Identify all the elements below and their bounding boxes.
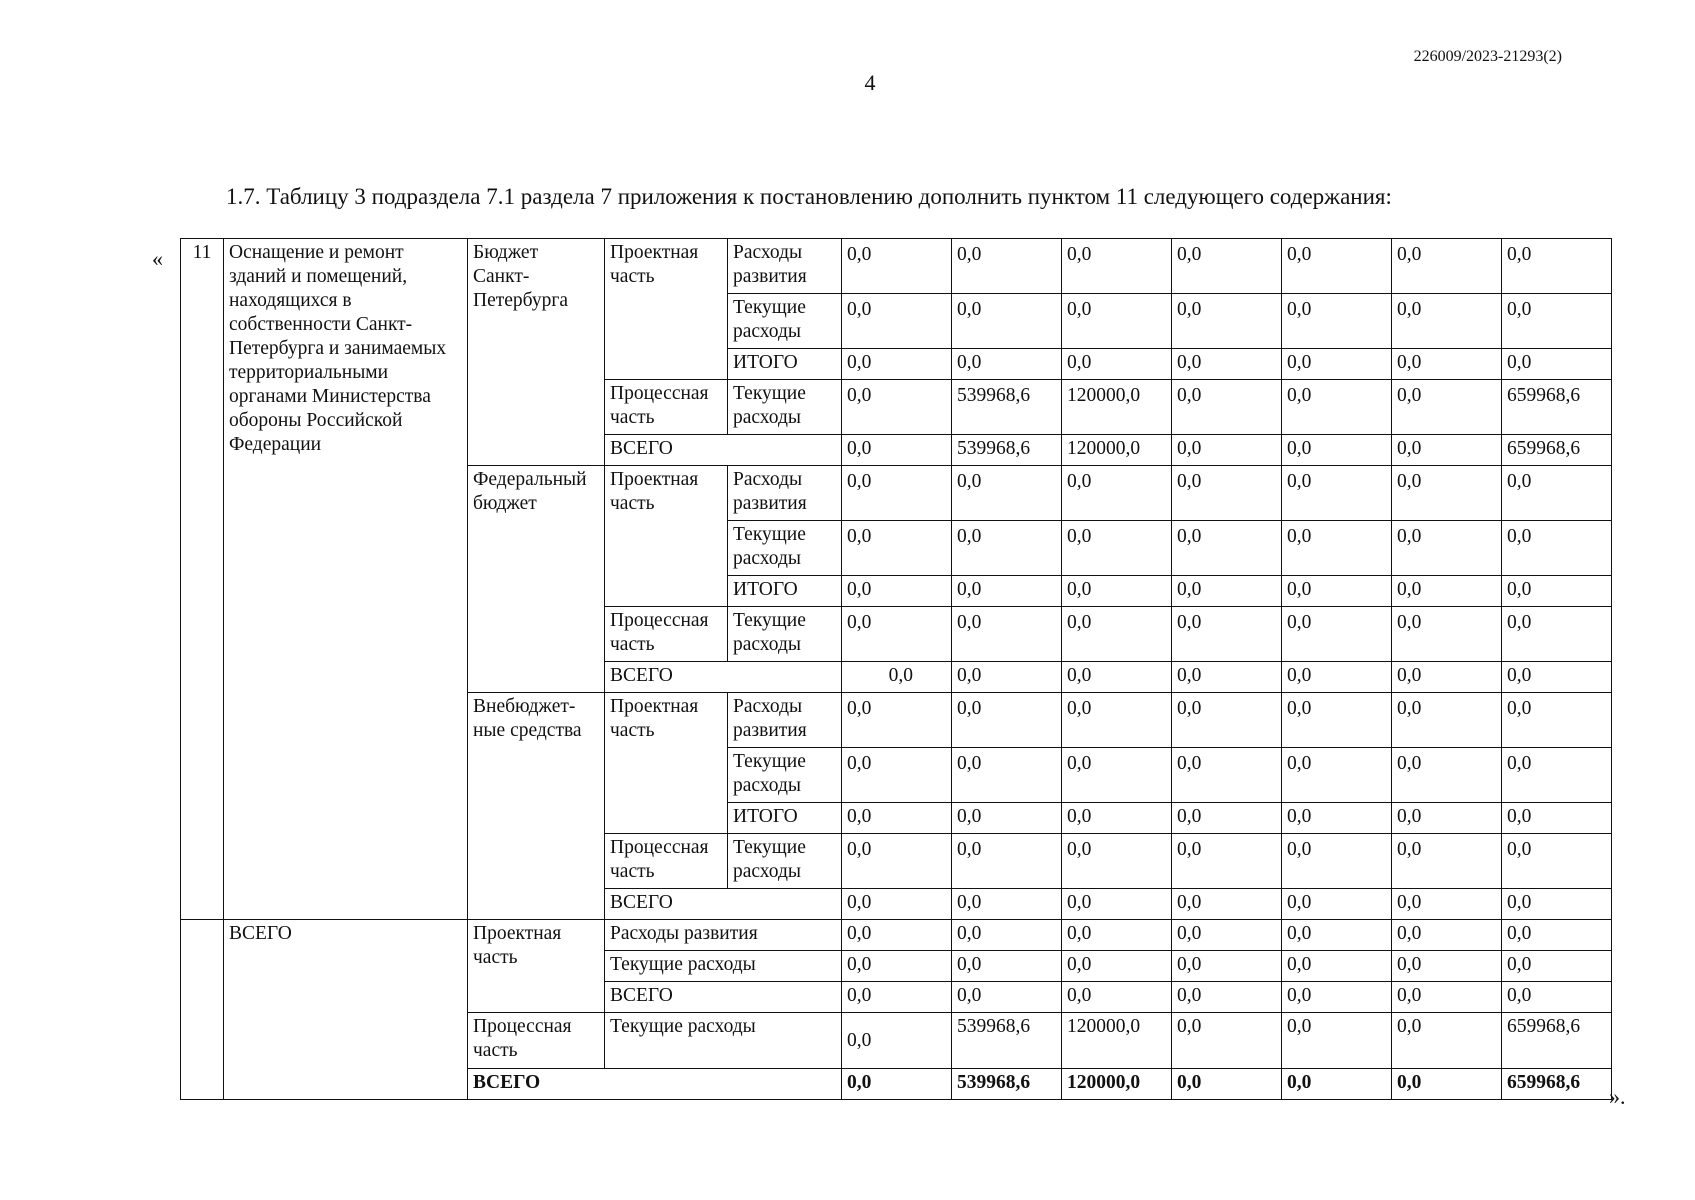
itogo-cell: ИТОГО: [728, 349, 842, 380]
value-cell: 0,0: [1282, 889, 1392, 920]
value-cell: 0,0: [842, 834, 952, 889]
value-cell: 0,0: [1062, 982, 1172, 1013]
value-cell: 120000,0: [1062, 1013, 1172, 1069]
project-part-cell: Проектная часть: [605, 239, 728, 380]
value-cell: 539968,6: [952, 435, 1062, 466]
current-expenses-cell: Текущие расходы: [728, 834, 842, 889]
page-number: 4: [864, 70, 876, 95]
dev-expenses-cell: Расходы развития: [728, 239, 842, 294]
value-cell: 659968,6: [1502, 1069, 1612, 1100]
value-cell: 0,0: [1062, 521, 1172, 576]
value-cell: 0,0: [1282, 662, 1392, 693]
value-cell: 0,0: [1172, 662, 1282, 693]
value-cell: 0,0: [1172, 576, 1282, 607]
value-cell: 0,0: [1172, 294, 1282, 349]
value-cell: 0,0: [842, 662, 952, 693]
value-cell: 0,0: [842, 982, 952, 1013]
value-cell: 0,0: [1392, 466, 1502, 521]
value-cell: 0,0: [1502, 693, 1612, 748]
value-cell: 0,0: [952, 951, 1062, 982]
value-cell: 0,0: [952, 466, 1062, 521]
value-cell: 0,0: [842, 466, 952, 521]
value-cell: 0,0: [1172, 951, 1282, 982]
value-cell: 0,0: [1172, 834, 1282, 889]
value-cell: 0,0: [1062, 466, 1172, 521]
value-cell: 0,0: [1282, 349, 1392, 380]
value-cell: 120000,0: [1062, 1069, 1172, 1100]
process-part-cell: Процессная часть: [605, 380, 728, 435]
value-cell: 0,0: [1502, 239, 1612, 294]
value-cell: 0,0: [842, 748, 952, 803]
value-cell: 0,0: [952, 693, 1062, 748]
current-expenses-cell: Текущие расходы: [728, 521, 842, 576]
value-cell: 0,0: [1062, 349, 1172, 380]
vsego-cell: ВСЕГО: [605, 982, 842, 1013]
value-cell: 0,0: [842, 920, 952, 951]
value-cell: 0,0: [1502, 982, 1612, 1013]
value-cell: 0,0: [1392, 1069, 1502, 1100]
value-cell: 0,0: [1172, 380, 1282, 435]
value-cell: 0,0: [1502, 349, 1612, 380]
value-cell: 539968,6: [952, 380, 1062, 435]
value-cell: 0,0: [1392, 435, 1502, 466]
value-cell: 0,0: [1282, 803, 1392, 834]
value-cell: 0,0: [1172, 803, 1282, 834]
value-cell: 0,0: [842, 435, 952, 466]
value-cell: 0,0: [842, 693, 952, 748]
process-part-cell: Процессная часть: [605, 834, 728, 889]
total-label-cell: ВСЕГО: [224, 920, 468, 1100]
source-spb-cell: Бюджет Санкт-Петербурга: [468, 239, 605, 466]
current-expenses-cell: Текущие расходы: [605, 1013, 842, 1069]
value-cell: 0,0: [1282, 1013, 1392, 1069]
value-cell: 0,0: [1392, 951, 1502, 982]
value-cell: 0,0: [842, 349, 952, 380]
dev-expenses-cell: Расходы развития: [605, 920, 842, 951]
value-cell: 0,0: [1392, 834, 1502, 889]
value-cell: 0,0: [1062, 834, 1172, 889]
value-cell: 0,0: [1062, 951, 1172, 982]
table-row: [181, 239, 1612, 294]
value-cell: 0,0: [1172, 1013, 1282, 1069]
value-cell: 0,0: [952, 920, 1062, 951]
value-cell: 0,0: [1282, 920, 1392, 951]
value-cell: 0,0: [1392, 607, 1502, 662]
value-cell: 0,0: [952, 521, 1062, 576]
value-cell: 0,0: [1172, 521, 1282, 576]
item-name-cell: Оснащение и ремонт зданий и помещений, находящихся в собственности Санкт-Петербурга и занимаемых территориальными органами Министерства обороны Российской Федерации: [224, 239, 468, 920]
value-cell: 0,0: [1172, 239, 1282, 294]
value-cell: 539968,6: [952, 1069, 1062, 1100]
current-expenses-cell: Текущие расходы: [728, 294, 842, 349]
value-cell: 0,0: [952, 662, 1062, 693]
total-spacer-cell: [181, 920, 224, 1100]
current-expenses-cell: Текущие расходы: [728, 748, 842, 803]
value-cell: 0,0: [1392, 693, 1502, 748]
value-cell: 0,0: [1502, 607, 1612, 662]
value-cell: 0,0: [1282, 748, 1392, 803]
value-cell: 0,0: [1282, 380, 1392, 435]
value-cell: 0,0: [842, 239, 952, 294]
value-cell: 0,0: [1502, 803, 1612, 834]
value-cell: 0,0: [1392, 349, 1502, 380]
value-cell: 659968,6: [1502, 435, 1612, 466]
value-cell: 0,0: [1502, 748, 1612, 803]
value-cell: 0,0: [952, 294, 1062, 349]
value-cell: 0,0: [1282, 607, 1392, 662]
value-cell: 0,0: [842, 521, 952, 576]
value-cell: 0,0: [1502, 889, 1612, 920]
value-cell: 0,0: [1392, 239, 1502, 294]
intro-paragraph: 1.7. Таблицу 3 подраздела 7.1 раздела 7 приложения к постановлению дополнить пунктом 11 следующего содержания:: [226, 184, 1392, 209]
value-cell: 0,0: [1172, 920, 1282, 951]
value-cell: 0,0: [1502, 920, 1612, 951]
process-part-cell: Процессная часть: [605, 607, 728, 662]
value-cell: 0,0: [1172, 435, 1282, 466]
value-cell: 0,0: [952, 834, 1062, 889]
document-number: 226009/2023-21293(2): [1413, 48, 1562, 65]
value-cell: 0,0: [1502, 466, 1612, 521]
project-part-cell: Проектная часть: [605, 466, 728, 607]
vsego-cell: ВСЕГО: [605, 662, 842, 693]
closing-quote: ».: [1609, 1084, 1626, 1109]
process-part-cell: Процессная часть: [468, 1013, 605, 1069]
itogo-cell: ИТОГО: [728, 803, 842, 834]
value-cell: 0,0: [952, 982, 1062, 1013]
value-cell: 0,0: [1282, 239, 1392, 294]
current-expenses-cell: Текущие расходы: [728, 607, 842, 662]
source-extrabudget-cell: Внебюджет-ные средства: [468, 693, 605, 920]
value-cell: 0,0: [1502, 951, 1612, 982]
value-cell: 659968,6: [1502, 380, 1612, 435]
value-cell: 0,0: [842, 1013, 952, 1069]
value-cell: 0,0: [1502, 576, 1612, 607]
value-cell: 0,0: [842, 576, 952, 607]
value-cell: 0,0: [1172, 1069, 1282, 1100]
value-cell: 0,0: [1392, 1013, 1502, 1069]
value-cell: 0,0: [842, 294, 952, 349]
value-cell: 0,0: [952, 239, 1062, 294]
value-cell: 0,0: [1172, 349, 1282, 380]
item-number-cell: 11: [181, 239, 224, 920]
value-cell: 0,0: [1282, 951, 1392, 982]
dev-expenses-cell: Расходы развития: [728, 693, 842, 748]
value-cell: 539968,6: [952, 1013, 1062, 1069]
value-cell: 0,0: [1502, 294, 1612, 349]
value-cell: 0,0: [1062, 239, 1172, 294]
value-cell: 0,0: [1282, 982, 1392, 1013]
table-row: [181, 920, 1612, 951]
project-part-cell: Проектная часть: [468, 920, 605, 1013]
value-cell: 0,0: [1282, 435, 1392, 466]
vsego-cell: ВСЕГО: [605, 435, 842, 466]
itogo-cell: ИТОГО: [728, 576, 842, 607]
value-cell: 0,0: [1392, 803, 1502, 834]
value-cell: 0,0: [1062, 294, 1172, 349]
value-cell: 0,0: [842, 380, 952, 435]
value-cell: 0,0: [1062, 803, 1172, 834]
value-cell: 0,0: [952, 748, 1062, 803]
value-cell: 120000,0: [1062, 435, 1172, 466]
value-cell: 0,0: [1282, 1069, 1392, 1100]
value-cell: 0,0: [1282, 834, 1392, 889]
value-cell: 0,0: [1392, 576, 1502, 607]
value-cell: 0,0: [842, 1069, 952, 1100]
value-cell: 0,0: [1282, 576, 1392, 607]
value-cell: 0,0: [1172, 607, 1282, 662]
value-cell: 0,0: [1282, 521, 1392, 576]
value-cell: 0,0: [1172, 889, 1282, 920]
value-cell: 0,0: [952, 889, 1062, 920]
value-cell: 0,0: [1392, 521, 1502, 576]
grand-total-label-cell: ВСЕГО: [468, 1069, 842, 1100]
value-cell: 0,0: [1392, 294, 1502, 349]
value-cell: 0,0: [1062, 889, 1172, 920]
value-cell: 0,0: [1502, 662, 1612, 693]
value-cell: 0,0: [1502, 521, 1612, 576]
project-part-cell: Проектная часть: [605, 693, 728, 834]
value-cell: 0,0: [842, 607, 952, 662]
value-cell: 0,0: [952, 576, 1062, 607]
value-cell: 0,0: [1282, 693, 1392, 748]
value-cell: 0,0: [1392, 920, 1502, 951]
value-cell: 0,0: [842, 803, 952, 834]
budget-table: [180, 238, 1612, 1100]
value-cell: 0,0: [1392, 889, 1502, 920]
value-cell: 0,0: [842, 889, 952, 920]
value-cell: 0,0: [952, 803, 1062, 834]
value-cell: 0,0: [1172, 982, 1282, 1013]
value-cell: 0,0: [1392, 982, 1502, 1013]
value-cell: 120000,0: [1062, 380, 1172, 435]
current-expenses-cell: Текущие расходы: [728, 380, 842, 435]
dev-expenses-cell: Расходы развития: [728, 466, 842, 521]
value-cell: 0,0: [1392, 748, 1502, 803]
value-cell: 0,0: [1062, 576, 1172, 607]
value-cell: 0,0: [952, 349, 1062, 380]
value-cell: 0,0: [1172, 748, 1282, 803]
value-cell: 0,0: [952, 607, 1062, 662]
opening-quote: «: [152, 246, 163, 271]
value-cell: 0,0: [1062, 920, 1172, 951]
value-cell: 0,0: [1392, 662, 1502, 693]
value-cell: 659968,6: [1502, 1013, 1612, 1069]
value-cell: 0,0: [1172, 693, 1282, 748]
value-cell: 0,0: [1062, 693, 1172, 748]
vsego-cell: ВСЕГО: [605, 889, 842, 920]
value-cell: 0,0: [1062, 607, 1172, 662]
value-cell: 0,0: [1062, 748, 1172, 803]
current-expenses-cell: Текущие расходы: [605, 951, 842, 982]
value-cell: 0,0: [1392, 380, 1502, 435]
value-cell: 0,0: [1172, 466, 1282, 521]
source-federal-cell: Федеральный бюджет: [468, 466, 605, 693]
value-cell: 0,0: [1282, 294, 1392, 349]
value-cell: 0,0: [1502, 834, 1612, 889]
value-cell: 0,0: [1062, 662, 1172, 693]
value-cell: 0,0: [842, 951, 952, 982]
value-cell: 0,0: [1282, 466, 1392, 521]
